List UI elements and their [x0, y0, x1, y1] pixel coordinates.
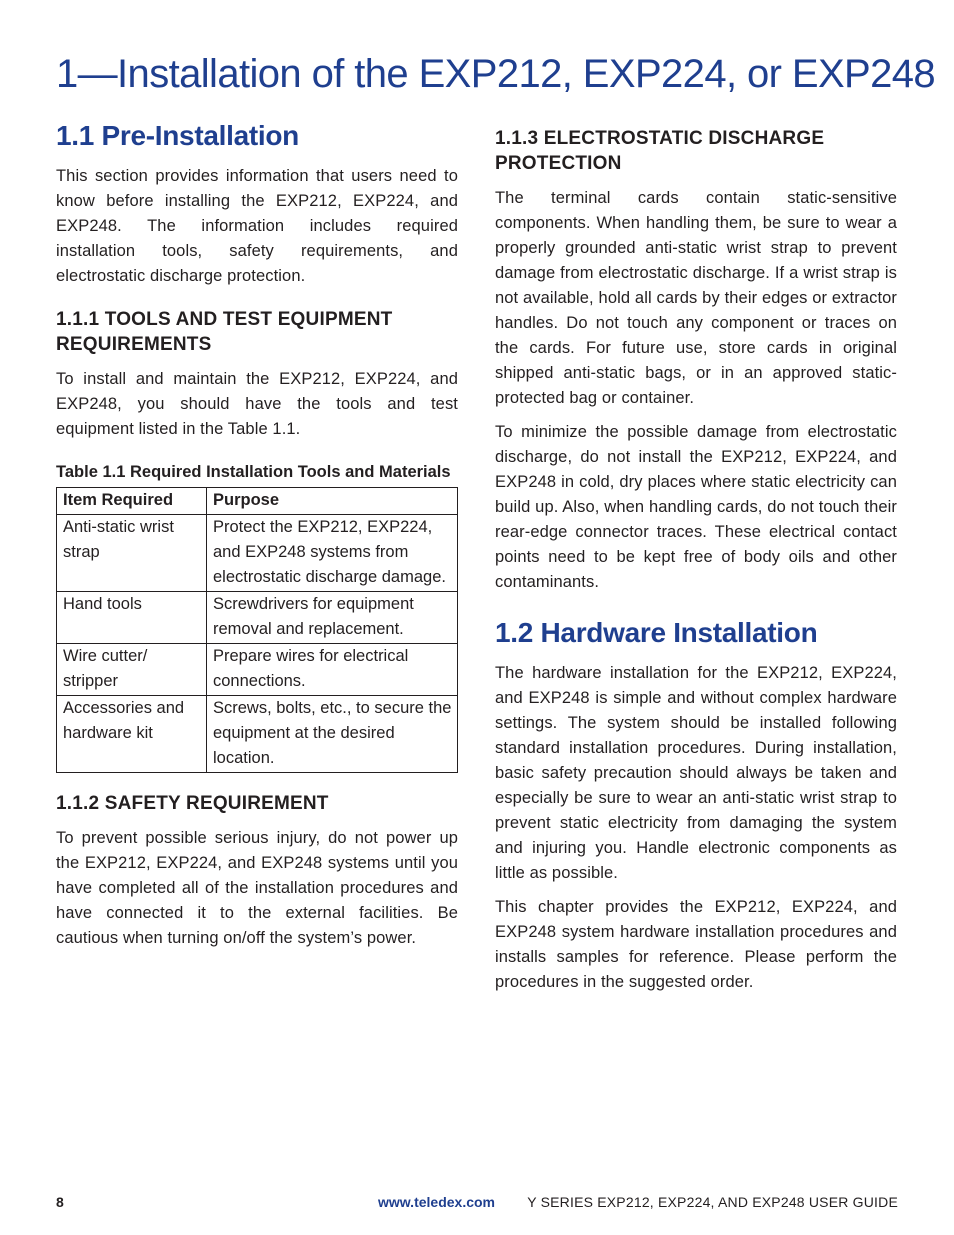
esd-paragraph-2: To minimize the possible damage from electrostatic discharge, do not install the EXP212, EXP224, and EXP248 in cold, dry places where static electricity can build up. Also, when handling cards, do not touch their rear-edge connector traces. These electrical contact points need to be kept free of body oils and other contaminants. [495, 423, 897, 591]
hardware-installation-heading: 1.2 Hardware Installation [495, 617, 818, 648]
guide-title: Y SERIES EXP212, EXP224, AND EXP248 USER GUIDE [527, 1194, 898, 1210]
footer-url-link[interactable]: www.teledex.com [378, 1194, 495, 1210]
table-row [57, 696, 458, 773]
pre-installation-heading: 1.1 Pre-Installation [56, 120, 299, 151]
tools-heading: 1.1.1 TOOLS AND TEST EQUIPMENT REQUIREMENTS [56, 309, 393, 355]
page-title: 1—Installation of the EXP212, EXP224, or EXP248 [56, 52, 936, 96]
esd-heading: 1.1.3 ELECTROSTATIC DISCHARGE PROTECTION [495, 128, 825, 174]
tools-table [56, 487, 458, 773]
hardware-paragraph-1: The hardware installation for the EXP212, EXP224, and EXP248 is simple and without complex hardware settings. The system should be installed following standard installation procedures. During installation, basic safety precaution should always be taken and especially be sure to wear an anti-static wrist strap to prevent static electricity from damaging the system and injuring you. Handle electronic components as little as possible. [495, 664, 897, 882]
table-row [57, 592, 458, 644]
page-number: 8 [56, 1194, 64, 1210]
table-header-purpose: Purpose [207, 488, 458, 515]
tools-paragraph: To install and maintain the EXP212, EXP224, and EXP248, you should have the tools and test equipment listed in the Table 1.1. [56, 370, 458, 438]
table-caption: Table 1.1 Required Installation Tools and Materials [56, 463, 451, 481]
esd-paragraph-1: The terminal cards contain static-sensitive components. When handling them, be sure to wear a properly grounded anti-static wrist strap to prevent damage from electrostatic discharge. If a wrist strap is not available, hold all cards by their edges or extractor handles. Do not touch any component or traces on the cards. For future use, store cards in original shipped anti-static bags, or in an approved static-protected bag or container. [495, 189, 897, 407]
table-header-item: Item Required [57, 488, 207, 515]
table-cell-purpose: Screws, bolts, etc., to secure the equipment at the desired location. [207, 696, 458, 773]
pre-installation-paragraph: This section provides information that users need to know before installing the EXP212, EXP224, and EXP248. The information includes required installation tools, safety requirements, and electrostatic discharge protection. [56, 167, 458, 285]
table-header-row [57, 488, 458, 515]
page-footer [56, 1194, 898, 1214]
table-cell-item: Wire cutter/ stripper [57, 644, 207, 696]
table-cell-item: Accessories and hardware kit [57, 696, 207, 773]
table-cell-purpose: Protect the EXP212, EXP224, and EXP248 systems from electrostatic discharge damage. [207, 515, 458, 592]
table-row [57, 515, 458, 592]
table-cell-item: Anti-static wrist strap [57, 515, 207, 592]
table-row [57, 644, 458, 696]
hardware-paragraph-2: This chapter provides the EXP212, EXP224, and EXP248 system hardware installation procedures and installs samples for reference. Please perform the procedures in the suggested order. [495, 898, 897, 991]
safety-paragraph: To prevent possible serious injury, do not power up the EXP212, EXP224, and EXP248 systems until you have completed all of the installation procedures and have connected it to the external facilities. Be cautious when turning on/off the system’s power. [56, 829, 458, 947]
table-cell-purpose: Prepare wires for electrical connections. [207, 644, 458, 696]
right-column [495, 126, 897, 1004]
safety-heading: 1.1.2 SAFETY REQUIREMENT [56, 793, 329, 814]
left-column [56, 120, 458, 960]
table-cell-purpose: Screwdrivers for equipment removal and replacement. [207, 592, 458, 644]
table-cell-item: Hand tools [57, 592, 207, 644]
